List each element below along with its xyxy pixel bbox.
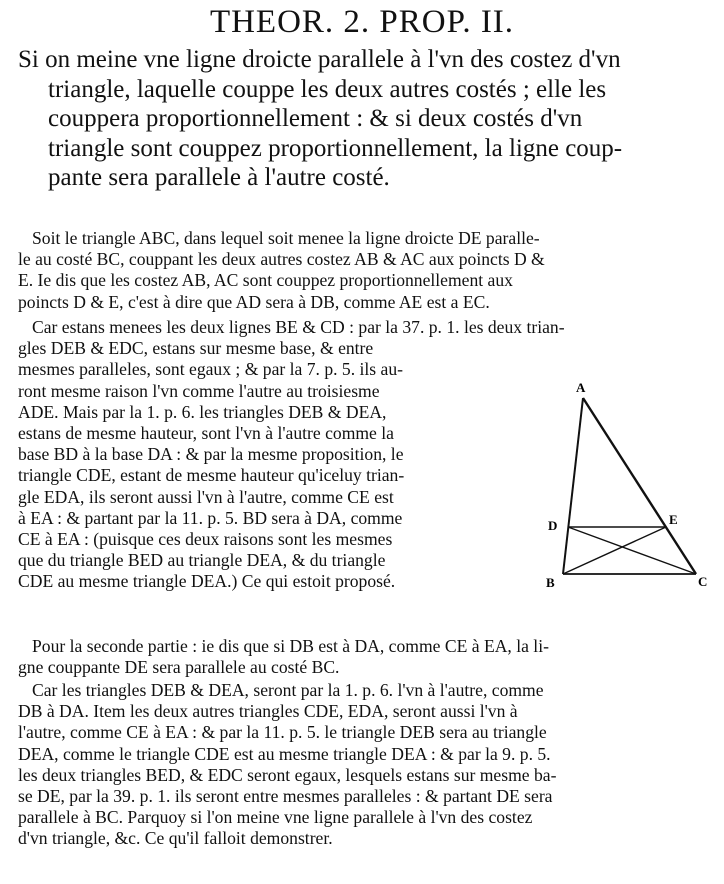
text-line: E. Ie dis que les costez AB, AC sont couppez proportionnellement aux	[18, 270, 513, 291]
paragraph-proof-second-part	[18, 680, 716, 850]
line-cd	[568, 527, 696, 574]
label-e: E	[669, 512, 678, 527]
text-line: DEA, comme le triangle CDE est au mesme triangle DEA : & par la 9. p. 5.	[18, 743, 551, 764]
text-line: ront mesme raison l'vn comme l'autre au troisiesme	[18, 380, 380, 401]
geometric-figure	[536, 372, 716, 602]
text-line: triangle CDE, estant de mesme hauteur qu'iceluy trian-	[18, 465, 405, 486]
paragraph-setup	[18, 228, 716, 313]
text-line: estans de mesme hauteur, sont l'vn à l'autre comme la	[18, 423, 394, 444]
text-line: le au costé BC, couppant les deux autres costez AB & AC aux poincts D &	[18, 249, 545, 270]
triangle-diagram	[536, 372, 716, 602]
text-line: Car estans menees les deux lignes BE & CD : par la 37. p. 1. les deux trian-	[32, 317, 565, 337]
text-line: parallele à BC. Parquoy si l'on meine vne ligne parallele à l'vn des costez	[18, 807, 533, 828]
text-line: gne couppante DE sera parallele au costé BC.	[18, 657, 340, 678]
text-line: les deux triangles BED, & EDC seront egaux, lesquels estans sur mesme ba-	[18, 764, 557, 785]
statement-line: couppera proportionnellement : & si deux costés d'vn	[48, 105, 583, 132]
label-d: D	[548, 518, 558, 533]
label-b: B	[546, 575, 555, 590]
text-line: Car les triangles DEB & DEA, seront par la 1. p. 6. l'vn à l'autre, comme	[32, 680, 544, 700]
text-line: CDE au mesme triangle DEA.) Ce qui estoit proposé.	[18, 571, 396, 592]
statement-line: pante sera parallele à l'autre costé.	[48, 164, 390, 191]
text-line: gle EDA, ils seront aussi l'vn à l'autre, comme CE est	[18, 486, 394, 507]
theorem-statement	[18, 45, 712, 193]
label-a: A	[576, 380, 586, 395]
text-line: Soit le triangle ABC, dans lequel soit menee la ligne droicte DE paralle-	[32, 228, 540, 248]
side-ab	[563, 398, 583, 574]
label-c: C	[698, 574, 708, 589]
side-ac	[583, 398, 696, 574]
text-line: que du triangle BED au triangle DEA, & du triangle	[18, 550, 386, 571]
text-line: à EA : & partant par la 11. p. 5. BD sera à DA, comme	[18, 507, 403, 528]
line-be	[563, 527, 666, 574]
statement-line: triangle sont couppez proportionnellement, la ligne coup-	[48, 134, 623, 162]
text-line: ADE. Mais par la 1. p. 6. les triangles DEB & DEA,	[18, 401, 387, 422]
text-line: CE à EA : (puisque ces deux raisons sont les mesmes	[18, 529, 393, 550]
text-line: d'vn triangle, &c. Ce qu'il falloit demonstrer.	[18, 828, 333, 849]
text-line: gles DEB & EDC, estans sur mesme base, & entre	[18, 338, 374, 359]
text-line: base BD à la base DA : & par la mesme proposition, le	[18, 444, 404, 465]
paragraph-second-part	[18, 636, 716, 678]
text-line: poincts D & E, c'est à dire que AD sera à DB, comme AE est a EC.	[18, 291, 490, 312]
text-line: l'autre, comme CE à EA : & par la 11. p. 5. le triangle DEB sera au triangle	[18, 722, 547, 743]
theorem-heading: THEOR. 2. PROP. II.	[209, 4, 515, 40]
statement-line: Si on meine vne ligne droicte parallele à l'vn des costez d'vn	[18, 46, 621, 73]
text-line: Pour la seconde partie : ie dis que si DB est à DA, comme CE à EA, la li-	[32, 636, 549, 656]
text-line: mesmes paralleles, sont egaux ; & par la 7. p. 5. ils au-	[18, 359, 404, 380]
text-line: se DE, par la 39. p. 1. ils seront entre mesmes paralleles : & partant DE sera	[18, 786, 553, 807]
text-line: DB à DA. Item les deux autres triangles CDE, EDA, seront aussi l'vn à	[18, 701, 518, 722]
statement-line: triangle, laquelle couppe les deux autres costés ; elle les	[48, 75, 607, 103]
